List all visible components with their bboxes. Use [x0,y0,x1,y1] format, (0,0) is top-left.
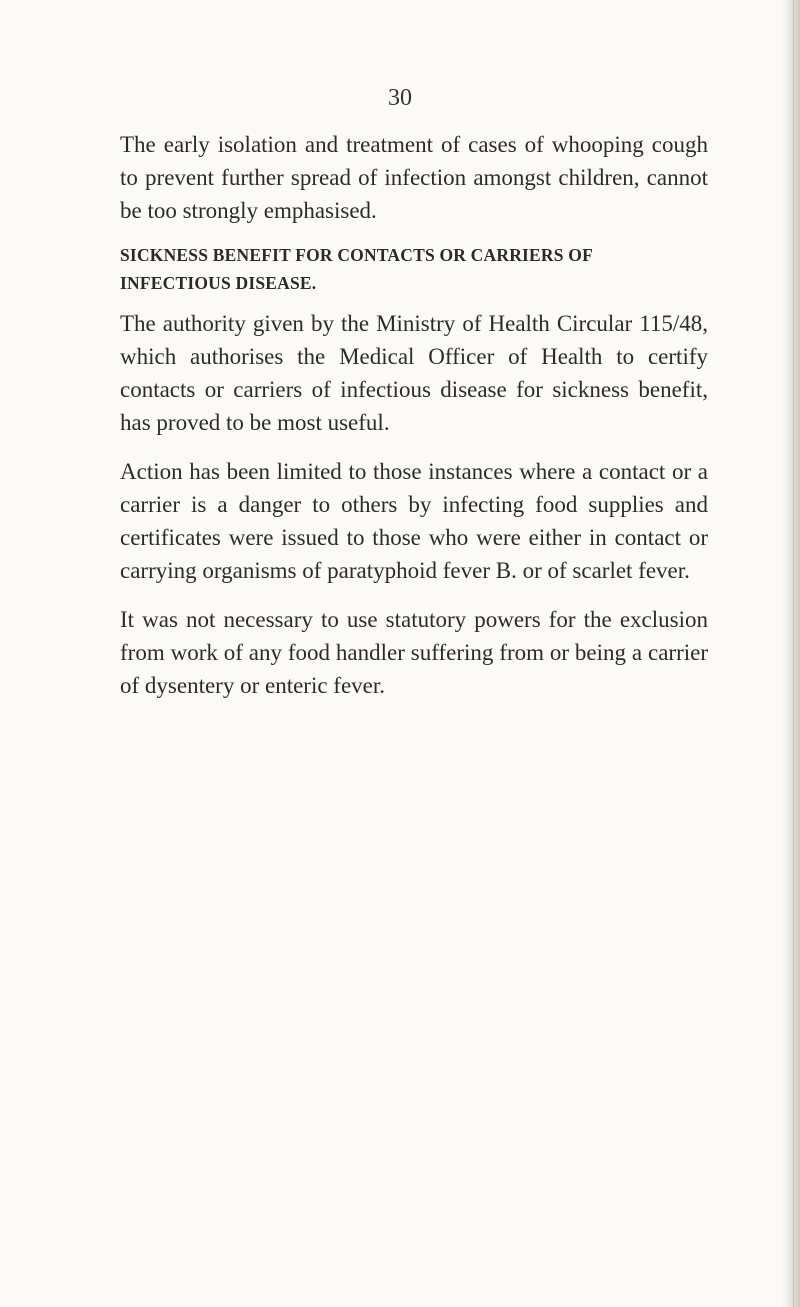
paragraph-action-limited: Action has been limited to those instances where a contact or a carrier is a danger to others by infecting food supplies and certificates were issued to those who were either in contact or carrying organisms of paratyphoid fever B. or of scarlet fever. [120,459,708,583]
paragraph-ministry-circular: The authority given by the Ministry of Health Circular 115/48, which authorises the Medical Officer of Health to certify contacts or carriers of infectious disease for sickness benefit, has proved to be most useful. [120,311,708,435]
page-number: 30 [388,85,412,111]
page-edge-shadow [782,0,800,1307]
paragraph-statutory-powers: It was not necessary to use statutory powers for the exclusion from work of any food handler suffering from or being a carrier of dysentery or enteric fever. [120,607,708,698]
section-heading [120,241,708,297]
page-edge-line [793,0,794,1307]
section-heading-line-2: INFECTIOUS DISEASE. [120,273,317,293]
section-heading-line-1: SICKNESS BENEFIT FOR CONTACTS OR CARRIERS OF [120,245,593,265]
page-content [120,128,708,702]
paragraph-whooping-cough: The early isolation and treatment of cases of whooping cough to prevent further spread of infection amongst children, cannot be too strongly emphasised. [120,132,708,223]
